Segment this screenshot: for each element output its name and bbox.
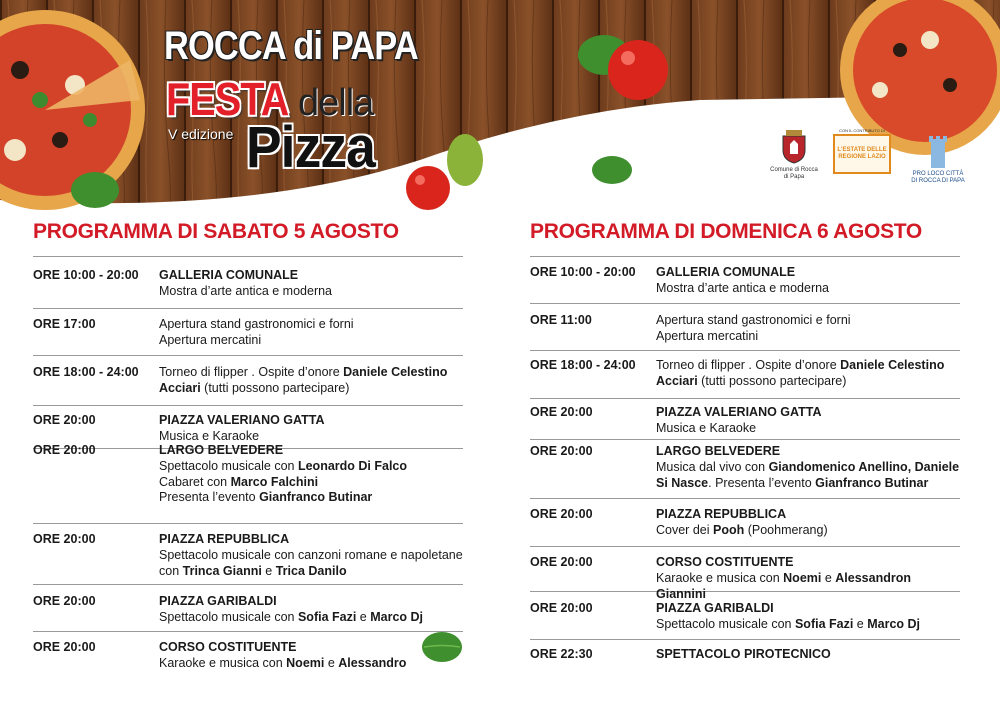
title-della: della [298, 82, 374, 124]
row-separator [530, 439, 960, 440]
description-text: Musica e Karaoke [656, 420, 757, 435]
description-text: Torneo di flipper . Ospite d’onore [159, 365, 344, 379]
event-description-line [159, 548, 465, 564]
event-details [656, 358, 962, 390]
performer-name: Gianfranco Butinar [259, 490, 373, 505]
event-details [656, 444, 962, 491]
row-separator [33, 355, 463, 356]
description-text: Apertura mercatini [159, 332, 262, 347]
description-text: Mostra d’arte antica e moderna [656, 280, 830, 295]
event-details [159, 317, 465, 349]
event-time: ORE 20:00 [33, 532, 96, 546]
description-text: e [821, 570, 836, 585]
performer-name: Marco Dj [867, 616, 921, 631]
event-venue: LARGO BELVEDERE [159, 443, 284, 457]
event-time: ORE 20:00 [33, 443, 96, 457]
row-separator [530, 639, 960, 640]
event-details [656, 601, 962, 633]
event-description-line [159, 317, 465, 333]
tower-icon [927, 134, 949, 168]
event-details [656, 507, 962, 539]
performer-name: Trinca Gianni [182, 563, 262, 578]
event-description-line [159, 475, 465, 491]
event-description-line [656, 523, 962, 539]
event-description-line [159, 365, 465, 381]
event-time: ORE 17:00 [33, 317, 96, 331]
row-separator [530, 350, 960, 351]
description-text: Mostra d’arte antica e moderna [159, 283, 333, 298]
performer-name: Giandomenico Anellino, Daniele [768, 459, 960, 474]
event-details [159, 443, 465, 506]
event-description-line [656, 329, 962, 345]
event-details [159, 532, 465, 579]
event-time: ORE 20:00 [530, 405, 593, 419]
description-text: e [356, 609, 371, 624]
event-venue: PIAZZA GARIBALDI [159, 594, 277, 608]
event-details [159, 594, 465, 626]
proloco-logo [910, 134, 966, 185]
event-venue: GALLERIA COMUNALE [159, 268, 299, 282]
event-details [656, 555, 962, 602]
description-text: Musica e Karaoke [159, 428, 260, 443]
row-separator [33, 405, 463, 406]
event-description-line [656, 313, 962, 329]
performer-name: Noemi [286, 655, 325, 670]
basil-leaf-icon [420, 630, 464, 664]
performer-name: Sofia Fazi [794, 616, 854, 631]
performer-name: Marco Falchini [230, 474, 319, 489]
event-description-line [656, 460, 962, 476]
event-time: ORE 18:00 - 24:00 [33, 365, 139, 379]
performer-name: Daniele Celestino [840, 358, 945, 372]
header-banner [0, 0, 1000, 235]
performer-name: Alessandro [338, 655, 407, 670]
row-separator [530, 498, 960, 499]
comune-logo [770, 130, 818, 181]
performer-name: Marco Dj [370, 609, 424, 624]
description-text: e [261, 563, 276, 578]
row-separator [530, 398, 960, 399]
event-description-line [656, 571, 962, 603]
description-text: Karaoke e musica con [656, 570, 784, 585]
event-description-line [656, 421, 962, 437]
description-text: Presenta l’evento [159, 490, 260, 505]
event-description-line [656, 476, 962, 492]
event-time: ORE 20:00 [33, 640, 96, 654]
event-details [159, 268, 465, 300]
row-separator [530, 303, 960, 304]
performer-name: Pooh [712, 522, 745, 537]
event-time: ORE 20:00 [33, 594, 96, 608]
event-description-line [159, 610, 465, 626]
event-details [656, 313, 962, 345]
event-venue: PIAZZA VALERIANO GATTA [656, 405, 822, 419]
title-pizza: Pizza [246, 115, 375, 180]
description-text: (Poohmerang) [744, 522, 828, 537]
estate-top-label: CON IL CONTRIBUTO DI [839, 128, 885, 133]
performer-name: Trica Danilo [275, 563, 347, 578]
description-text: . Presenta l’evento [708, 475, 816, 490]
performer-name: Acciari [159, 380, 201, 395]
coat-of-arms-icon [781, 130, 807, 164]
description-text: Apertura stand gastronomici e forni [656, 313, 851, 327]
event-details [159, 413, 465, 445]
description-text: e [324, 655, 339, 670]
event-time: ORE 20:00 [530, 555, 593, 569]
event-description-line [159, 490, 465, 506]
event-time: ORE 11:00 [530, 313, 592, 327]
description-text: Spettacolo musicale con [159, 609, 298, 624]
title-festa: FESTA [166, 73, 289, 125]
description-text: (tutti possono partecipare) [697, 373, 847, 388]
description-text: Cabaret con [159, 474, 231, 489]
event-venue: GALLERIA COMUNALE [656, 265, 796, 279]
event-description-line [656, 281, 962, 297]
event-description-line [656, 374, 962, 390]
event-description-line [656, 358, 962, 374]
saturday-title: PROGRAMMA DI SABATO 5 AGOSTO [33, 220, 399, 243]
description-text: Spettacolo musicale con [159, 458, 298, 473]
description-text: e [853, 616, 868, 631]
row-separator [530, 546, 960, 547]
event-description-line [159, 284, 465, 300]
sunday-title: PROGRAMMA DI DOMENICA 6 AGOSTO [530, 220, 922, 243]
event-description-line [159, 459, 465, 475]
row-separator [33, 631, 463, 632]
proloco-label: PRO LOCO CITTÀ DI ROCCA DI PAPA [911, 171, 965, 184]
event-time: ORE 20:00 [530, 507, 593, 521]
event-venue: CORSO COSTITUENTE [159, 640, 297, 654]
wood-background [0, 0, 1000, 235]
description-text: con [159, 563, 183, 578]
event-time: ORE 10:00 - 20:00 [33, 268, 139, 282]
description-text: Torneo di flipper . Ospite d’onore [656, 358, 841, 372]
row-separator [530, 256, 960, 257]
event-venue: PIAZZA VALERIANO GATTA [159, 413, 325, 427]
performer-name: Leonardo Di Falco [297, 458, 408, 473]
description-text: (tutti possono partecipare) [200, 380, 350, 395]
event-time: ORE 20:00 [33, 413, 96, 427]
event-venue: PIAZZA REPUBBLICA [159, 532, 290, 546]
event-venue: SPETTACOLO PIROTECNICO [656, 647, 831, 661]
performer-name: Noemi [783, 570, 822, 585]
row-separator [33, 584, 463, 585]
performer-name: Gianfranco Butinar [815, 475, 929, 490]
estate-logo [833, 128, 891, 174]
event-details [656, 265, 962, 297]
event-time: ORE 22:30 [530, 647, 593, 661]
event-description-line [159, 333, 465, 349]
event-venue: CORSO COSTITUENTE [656, 555, 794, 569]
title-rocca-di-papa: ROCCA di PAPA [164, 24, 418, 68]
performer-name: Sofia Fazi [297, 609, 357, 624]
event-details [159, 365, 465, 397]
description-text: Spettacolo musicale con [656, 616, 795, 631]
row-separator [33, 256, 463, 257]
row-separator [33, 523, 463, 524]
event-description-line [656, 617, 962, 633]
performer-name: Alessandron Giannini [656, 570, 911, 601]
event-time: ORE 20:00 [530, 444, 593, 458]
description-text: Apertura stand gastronomici e forni [159, 317, 354, 331]
comune-label: Comune di Rocca di Papa [770, 167, 818, 180]
performer-name: Si Nasce [656, 475, 709, 490]
row-separator [33, 308, 463, 309]
description-text: Apertura mercatini [656, 328, 759, 343]
event-details [656, 647, 962, 663]
performer-name: Acciari [656, 373, 698, 388]
estate-badge: L'ESTATE DELLE REGIONE LAZIO [833, 134, 891, 174]
event-time: ORE 10:00 - 20:00 [530, 265, 636, 279]
performer-name: Daniele Celestino [343, 365, 448, 379]
event-time: ORE 18:00 - 24:00 [530, 358, 636, 372]
saturday-program [33, 220, 463, 244]
edition-label: V edizione [168, 126, 234, 142]
description-text: Karaoke e musica con [159, 655, 287, 670]
event-time: ORE 20:00 [530, 601, 593, 615]
event-details [656, 405, 962, 437]
event-venue: PIAZZA GARIBALDI [656, 601, 774, 615]
description-text: Musica dal vivo con [656, 459, 769, 474]
event-venue: LARGO BELVEDERE [656, 444, 781, 458]
description-text: Cover dei [656, 522, 713, 537]
event-venue: PIAZZA REPUBBLICA [656, 507, 787, 521]
event-description-line [159, 381, 465, 397]
event-description-line [159, 564, 465, 580]
description-text: Spettacolo musicale con canzoni romane e napoletane [159, 547, 463, 562]
sunday-program [530, 220, 960, 244]
